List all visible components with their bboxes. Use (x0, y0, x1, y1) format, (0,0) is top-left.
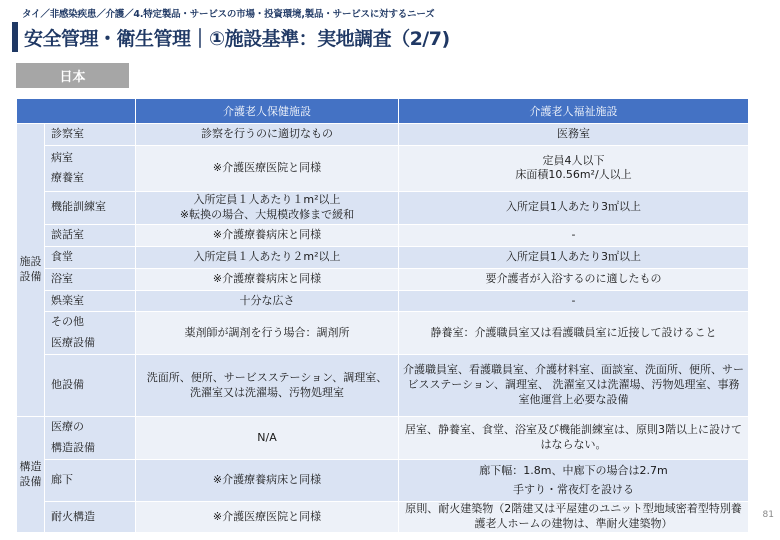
row-label: 病室 療養室 (45, 145, 136, 191)
cell-health: 入所定員１人あたり１m²以上 ※転換の場合、大規模改修まで緩和 (136, 191, 399, 224)
row-label: 医療の 構造設備 (45, 417, 136, 460)
row-label: 娯楽室 (45, 290, 136, 312)
cell-health: 入所定員１人あたり２m²以上 (136, 246, 399, 268)
cell-health: ※介護療養病床と同様 (136, 460, 399, 502)
row-label: 他設備 (45, 355, 136, 417)
header-welfare-facility: 介護老人福祉施設 (399, 99, 749, 124)
cell-welfare: 医務室 (399, 124, 749, 146)
cell-health: 診察を行うのに適切なもの (136, 124, 399, 146)
cell-health: ※介護療養病床と同様 (136, 224, 399, 246)
cell-health: ※介護医療医院と同様 (136, 502, 399, 533)
row-label: 耐火構造 (45, 502, 136, 533)
cell-health: N/A (136, 417, 399, 460)
country-tag: 日本 (16, 63, 129, 88)
cell-health: ※介護療養病床と同様 (136, 268, 399, 290)
cell-health: ※介護医療医院と同様 (136, 145, 399, 191)
row-label: その他 医療設備 (45, 312, 136, 355)
cell-health: 十分な広さ (136, 290, 399, 312)
cell-welfare: 静養室：介護職員室又は看護職員室に近接して設けること (399, 312, 749, 355)
row-label: 談話室 (45, 224, 136, 246)
cell-welfare: - (399, 224, 749, 246)
cell-welfare: 原則、耐火建築物（2階建又は平屋建のユニット型地域密着型特別養護老人ホームの建物は、準耐火建築物） (399, 502, 749, 533)
cell-welfare: 入所定員1人あたり3㎡以上 (399, 246, 749, 268)
title-accent-bar (12, 22, 18, 52)
row-label: 浴室 (45, 268, 136, 290)
row-label: 診察室 (45, 124, 136, 146)
page-title: 安全管理・衛生管理｜①施設基準：実地調査（2/7) (24, 28, 450, 50)
row-label: 食堂 (45, 246, 136, 268)
cell-welfare: 廊下幅：1.8m、中廊下の場合は2.7m 手すり・常夜灯を設ける (399, 460, 749, 502)
group-facility-equipment: 施設 設備 (17, 124, 45, 417)
cell-health: 洗面所、便所、サービスステーション、調理室、 洗濯室又は洗濯場、汚物処理室 (136, 355, 399, 417)
header-health-facility: 介護老人保健施設 (136, 99, 399, 124)
cell-welfare: 介護職員室、看護職員室、介護材料室、面談室、洗面所、便所、サービスステーション、調理室、 洗濯室又は洗濯場、汚物処理室、事務室他運営上必要な設備 (399, 355, 749, 417)
cell-welfare: 定員4人以下 床面積10.56m²/人以上 (399, 145, 749, 191)
group-structural-equipment: 構造 設備 (17, 417, 45, 533)
header-corner (17, 99, 136, 124)
cell-health: 薬剤師が調剤を行う場合：調剤所 (136, 312, 399, 355)
cell-welfare: 居室、静養室、食堂、浴室及び機能訓練室は、原則3階以上に設けてはならない。 (399, 417, 749, 460)
cell-welfare: 要介護者が入浴するのに適したもの (399, 268, 749, 290)
facility-standards-table (16, 98, 749, 533)
cell-welfare: 入所定員1人あたり3㎡以上 (399, 191, 749, 224)
breadcrumb: タイ／非感染疾患／介護／4.特定製品・サービスの市場・投資環境,製品・サービスに対するニーズ (22, 9, 435, 20)
row-label: 廊下 (45, 460, 136, 502)
row-label: 機能訓練室 (45, 191, 136, 224)
page-number: 81 (762, 510, 774, 520)
cell-welfare: - (399, 290, 749, 312)
